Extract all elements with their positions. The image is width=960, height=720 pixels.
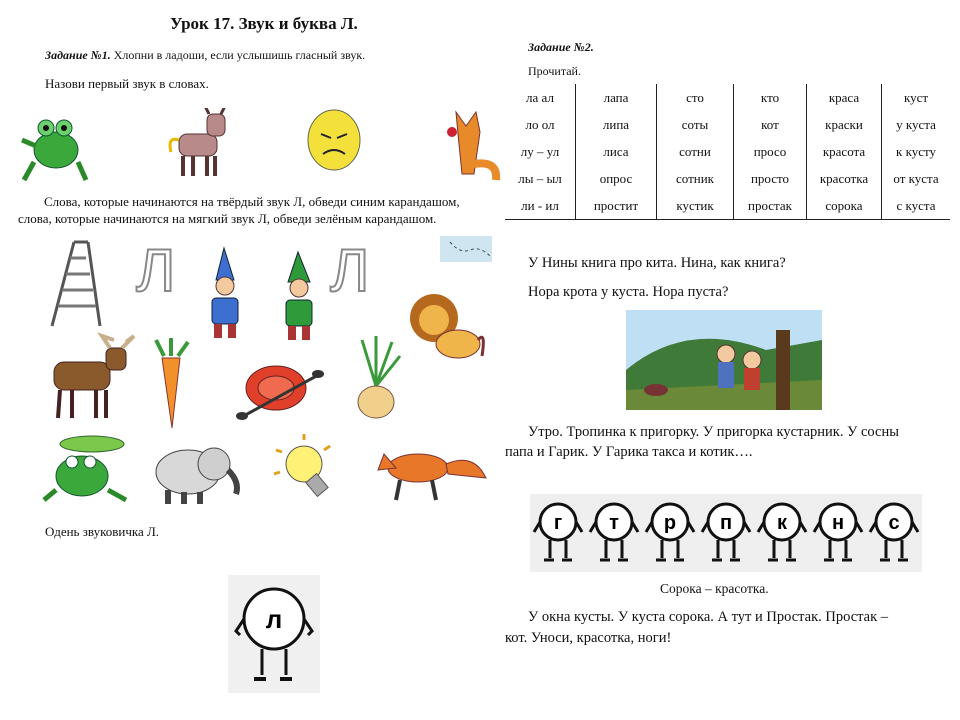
moose-illustration <box>44 332 140 422</box>
syllable-cell: кто <box>734 84 807 111</box>
donkey-illustration <box>165 108 235 180</box>
gnome-green-illustration <box>268 250 330 342</box>
gnome-blue-illustration <box>196 246 254 342</box>
letter-man <box>814 504 862 560</box>
onion-illustration <box>348 336 404 426</box>
syllable-cell: краса <box>807 84 882 111</box>
syllable-cell: куст <box>903 89 929 105</box>
syllable-cell: лу – ул <box>505 138 576 165</box>
letter-man-letter: п <box>719 512 733 534</box>
lightbulb-illustration <box>270 430 346 506</box>
task2-text: Прочитай. <box>528 64 581 78</box>
task1-label: Задание №1. <box>45 48 111 62</box>
letter-man <box>758 504 806 560</box>
syllable-cell: липа <box>576 111 657 138</box>
letter-men-row <box>530 494 922 572</box>
dress-sound-man-text: Одень звуковичка Л. <box>45 524 160 539</box>
syllable-cell: соты <box>657 111 734 138</box>
syllable-cell: кустик <box>657 192 734 220</box>
syllable-row <box>505 165 950 192</box>
task2-label: Задание №2. <box>528 40 594 54</box>
fox-illustration <box>446 104 502 184</box>
map-fragment <box>440 236 492 262</box>
sound-man-letter: л <box>265 604 283 634</box>
syllable-cell: у куста <box>896 116 936 132</box>
letter-man-letter: с <box>888 512 900 534</box>
sentence-2: Нора крота у куста. Нора пуста? <box>528 284 729 300</box>
story-2-line-2: кот. Уноси, красотка, ноги! <box>505 630 672 646</box>
syllable-cell: от куста <box>893 170 939 186</box>
letter-man-letter: т <box>609 512 619 534</box>
syllable-cell: сорока <box>807 192 882 220</box>
caption: Сорока – красотка. <box>660 581 769 596</box>
story-1-line-1: Утро. Тропинка к пригорку. У пригорка кустарник. У сосны <box>528 424 899 440</box>
letter-man-letter: г <box>553 512 563 534</box>
sound-man-l <box>228 575 320 693</box>
syllable-cell: сто <box>657 84 734 111</box>
syllable-cell: к кусту <box>896 143 936 159</box>
letter-man <box>870 504 918 560</box>
syllable-cell: лапа <box>576 84 657 111</box>
syllable-cell: ла ал <box>505 84 576 111</box>
elephant-illustration <box>148 438 244 506</box>
sentence-1: У Нины книга про кита. Нина, как книга? <box>528 255 786 271</box>
syllable-cell: ло ол <box>505 111 576 138</box>
syllable-cell: красотка <box>807 165 882 192</box>
frog-leaf-illustration <box>42 434 130 504</box>
syllable-table <box>505 84 950 220</box>
syllable-cell: краски <box>807 111 882 138</box>
task1 <box>45 48 365 63</box>
syllable-row <box>505 138 950 165</box>
story-2-line-1: У окна кусты. У куста сорока. А тут и Простак. Простак – <box>528 609 889 625</box>
instruction-line-2: слова, которые начинаются на мягкий звук Л, обведи зелёным карандашом. <box>18 211 437 226</box>
syllable-cell: опрос <box>576 165 657 192</box>
syllable-cell: с куста <box>882 192 951 220</box>
boat-illustration <box>234 352 326 424</box>
letter-man <box>590 504 638 560</box>
carrot-illustration <box>148 338 194 430</box>
syllable-cell: простит <box>576 192 657 220</box>
lesson-title: Урок 17. Звук и буква Л. <box>170 14 358 33</box>
letter-man-letter: н <box>831 512 845 534</box>
frog-illustration <box>20 106 90 184</box>
letter-man <box>702 504 750 560</box>
letter-man-letter: к <box>776 512 788 534</box>
forest-scene-illustration <box>626 310 822 410</box>
letter-man <box>534 504 582 560</box>
syllable-row <box>505 111 950 138</box>
task1-text: Хлопни в ладоши, если услышишь гласный звук. <box>113 48 366 62</box>
story-1-line-2: папа и Гарик. У Гарика такса и котик…. <box>505 444 753 460</box>
syllable-cell: красота <box>807 138 882 165</box>
syllable-cell: просо <box>734 138 807 165</box>
syllable-cell: просто <box>734 165 807 192</box>
syllable-row <box>505 192 950 220</box>
ladder-illustration <box>44 240 102 328</box>
syllable-cell: лиса <box>576 138 657 165</box>
letter-l-outline-2: Л <box>330 237 370 304</box>
syllable-cell: лы – ыл <box>505 165 576 192</box>
syllable-cell: кот <box>734 111 807 138</box>
letter-man-letter: р <box>663 512 677 534</box>
letter-man <box>646 504 694 560</box>
syllable-cell: простак <box>734 192 807 220</box>
letter-l-outline-1: Л <box>136 237 176 304</box>
lemon-illustration <box>303 104 365 174</box>
syllable-cell: сотни <box>657 138 734 165</box>
instruction-line-1: Слова, которые начинаются на твёрдый звук Л, обведи синим карандашом, <box>44 194 460 209</box>
name-first-sound: Назови первый звук в словах. <box>45 76 209 91</box>
syllable-cell: ли - ил <box>505 192 576 220</box>
fox-running-illustration <box>374 434 490 506</box>
lion-illustration <box>408 290 486 364</box>
syllable-row <box>505 84 950 111</box>
syllable-cell: сотник <box>657 165 734 192</box>
